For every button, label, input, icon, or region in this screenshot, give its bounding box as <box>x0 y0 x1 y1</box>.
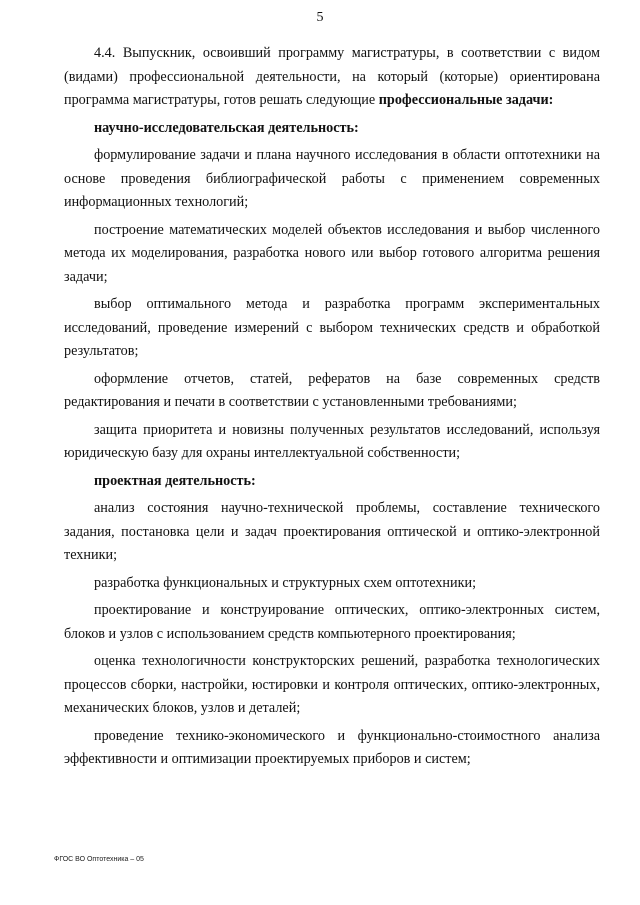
research-item: защита приоритета и новизны полученных результатов исследований, используя юридическую базу для охраны интеллектуальной собственности; <box>64 421 600 461</box>
research-item: оформление отчетов, статей, рефератов на базе современных средств редактирования и печати в соответствии с установленными требованиями; <box>64 370 600 410</box>
research-item: выбор оптимального метода и разработка программ экспериментальных исследований, проведение измерений с выбором технических средств и обработкой результатов; <box>64 296 600 359</box>
design-item: проектирование и конструирование оптических, оптико-электронных систем, блоков и узлов с использованием средств компьютерного проектирования; <box>64 602 600 642</box>
design-item: разработка функциональных и структурных схем оптотехники; <box>94 574 477 591</box>
document-body <box>64 42 600 776</box>
intro-bold-text: профессиональные задачи: <box>378 92 554 108</box>
design-item: оценка технологичности конструкторских решений, разработка технологических процессов сборки, настройки, юстировки и контроля оптических, оптико-электронных, механических блоков, узлов и деталей; <box>64 653 600 716</box>
design-item: проведение технико-экономического и функционально-стоимостного анализа эффективности и оптимизации проектируемых приборов и систем; <box>64 727 600 767</box>
research-item: построение математических моделей объектов исследования и выбор численного метода их моделирования, разработка нового или выбор готового алгоритма решения задачи; <box>64 221 600 285</box>
design-heading: проектная деятельность: <box>94 472 256 489</box>
footer-doc-id: ФГОС ВО Оптотехника – 05 <box>54 856 144 863</box>
research-item: формулирование задачи и плана научного исследования в области оптотехники на основе проведения библиографической работы с применением современных информационных технологий; <box>64 147 600 210</box>
research-heading: научно-исследовательская деятельность: <box>94 119 359 136</box>
page-number: 5 <box>316 10 324 25</box>
intro-text: 4.4. Выпускник, освоивший программу магистратуры, в соответствии с видом (видами) профессиональной деятельности, на который (которые) ориентирована программа магистратуры, готов решать следующие <box>64 45 600 108</box>
intro-paragraph <box>64 42 600 113</box>
design-item: анализ состояния научно-технической проблемы, составление технического задания, постановка цели и задач проектирования оптической и оптико-электронной техники; <box>64 500 600 563</box>
